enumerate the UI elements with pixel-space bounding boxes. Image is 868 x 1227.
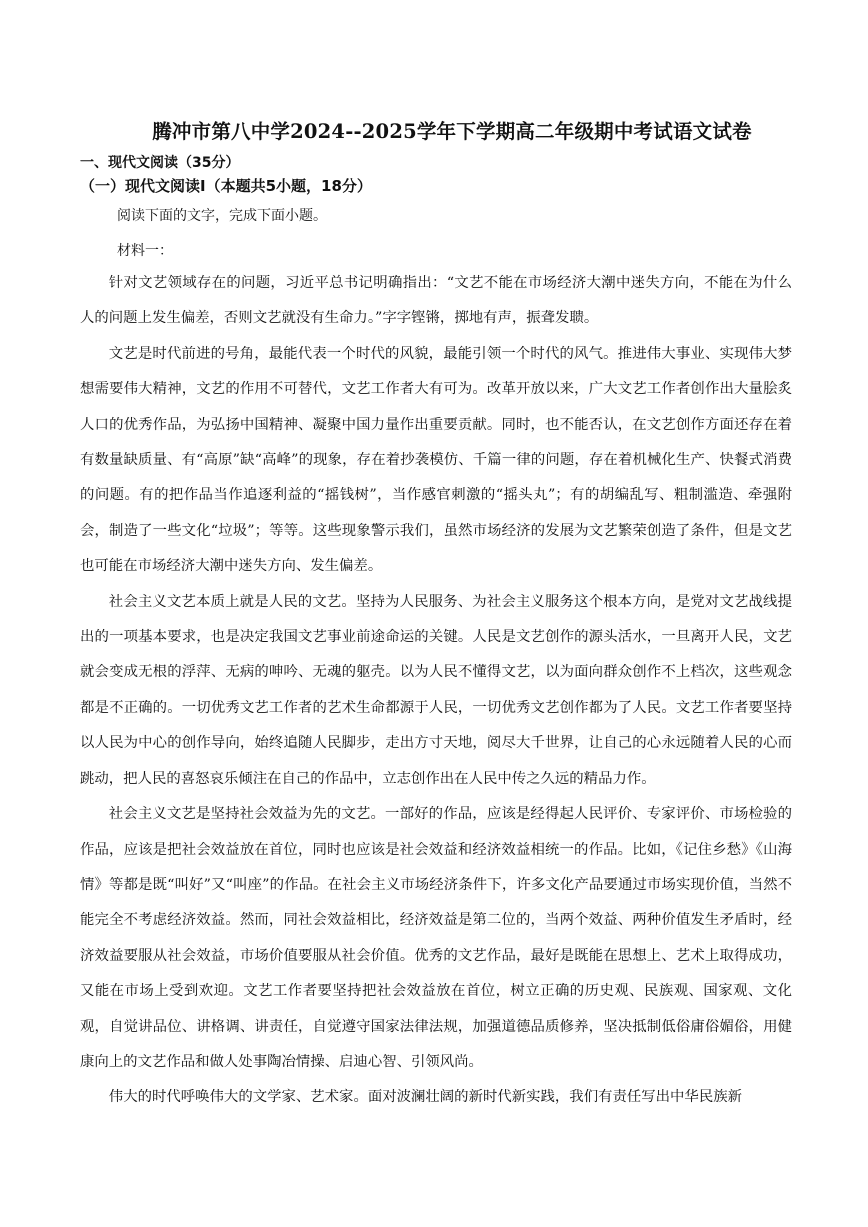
subsection-heading-reading-1: （一）现代文阅读I（本题共5小题，18分）: [80, 177, 372, 195]
paragraph: 文艺是时代前进的号角，最能代表一个时代的风貌，最能引领一个时代的风气。推进伟大事业、实现伟大梦想需要伟大精神，文艺的作用不可替代，文艺工作者大有可为。改革开放以来，广大文艺工作者创作出大量脍炙人口的优秀作品，为弘扬中国精神、凝聚中国力量作出重要贡献。同时，也不能否认，在文艺创作方面还存在着有数量缺质量、有“高原”缺“高峰”的现象，存在着抄袭模仿、千篇一律的问题，存在着机械化生产、快餐式消费的问题。有的把作品当作追逐利益的“摇钱树”，当作感官刺激的“摇头丸”；有的胡编乱写、粗制滥造、牵强附会，制造了一些文化“垃圾”；等等。这些现象警示我们，虽然市场经济的发展为文艺繁荣创造了条件，但是文艺也可能在市场经济大潮中迷失方向、发生偏差。: [80, 345, 792, 575]
paragraph: 针对文艺领域存在的问题，习近平总书记明确指出：“文艺不能在市场经济大潮中迷失方向，不能在为什么人的问题上发生偏差，否则文艺就没有生命力。”字字铿锵，掷地有声，振聋发聩。: [80, 275, 792, 327]
exam-title: 腾冲市第八中学2024--2025学年下学期高二年级期中考试语文试卷: [152, 120, 752, 143]
reading-instruction: 阅读下面的文字，完成下面小题。: [117, 208, 327, 224]
material-label: 材料一：: [117, 243, 173, 259]
paragraph: 社会主义文艺是坚持社会效益为先的文艺。一部好的作品，应该是经得起人民评价、专家评价、市场检验的作品，应该是把社会效益放在首位，同时也应该是社会效益和经济效益相统一的作品。比如，《记住乡愁》《山海情》等都是既“叫好”又“叫座”的作品。在社会主义市场经济条件下，许多文化产品要通过市场实现价值，当然不能完全不考虑经济效益。然而，同社会效益相比，经济效益是第二位的，当两个效益、两种价值发生矛盾时，经济效益要服从社会效益，市场价值要服从社会价值。优秀的文艺作品，最好是既能在思想上、艺术上取得成功，又能在市场上受到欢迎。文艺工作者要坚持把社会效益放在首位，树立正确的历史观、民族观、国家观、文化观，自觉讲品位、讲格调、讲责任，自觉遵守国家法律法规，加强道德品质修养，坚决抵制低俗庸俗媚俗，用健康向上的文艺作品和做人处事陶冶情操、启迪心智、引领风尚。: [80, 806, 792, 1070]
passage-body: [80, 266, 792, 1116]
paragraph: 社会主义文艺本质上就是人民的文艺。坚持为人民服务、为社会主义服务这个根本方向，是党对文艺战线提出的一项基本要求，也是决定我国文艺事业前途命运的关键。人民是文艺创作的源头活水，一旦离开人民，文艺就会变成无根的浮萍、无病的呻吟、无魂的躯壳。以为人民不懂得文艺，以为面向群众创作不上档次，这些观念都是不正确的。一切优秀文艺工作者的艺术生命都源于人民，一切优秀文艺创作都为了人民。文艺工作者要坚持以人民为中心的创作导向，始终追随人民脚步，走出方寸天地，阅尽大千世界，让自己的心永远随着人民的心而跳动，把人民的喜怒哀乐倾注在自己的作品中，立志创作出在人民中传之久远的精品力作。: [80, 593, 792, 787]
section-heading-modern-reading: 一、现代文阅读（35分）: [80, 155, 240, 171]
paragraph: 伟大的时代呼唤伟大的文学家、艺术家。面对波澜壮阔的新时代新实践，我们有责任写出中华民族新: [108, 1089, 742, 1106]
